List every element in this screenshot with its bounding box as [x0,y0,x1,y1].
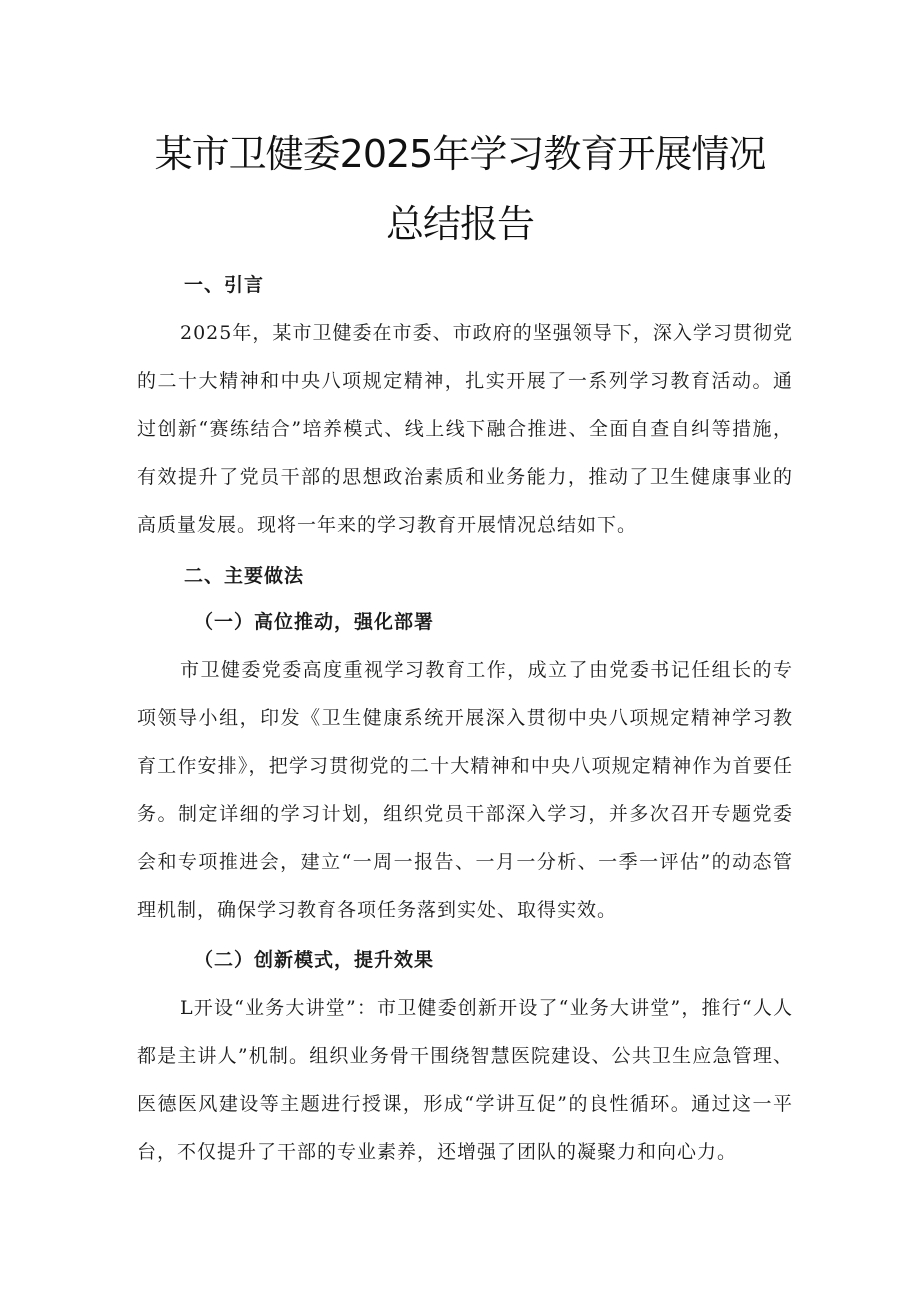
subsection-1-paragraph: 市卫健委党委高度重视学习教育工作，成立了由党委书记任组长的专项领导小组，印发《卫生健康系统开展深入贯彻中央八项规定精神学习教育工作安排》，把学习贯彻党的二十大精神和中央八项规定精神作为首要任务。制定详细的学习计划，组织党员干部深入学习，并多次召开专题党委会和专项推进会，建立“一周一报告、一月一分析、一季一评估”的动态管理机制，确保学习教育各项任务落到实处、取得实效。 [137,659,793,921]
document-title-line-2: 总结报告 [385,202,534,246]
intro-paragraph: 2025年，某市卫健委在市委、市政府的坚强领导下，深入学习贯彻党的二十大精神和中央八项规定精神，扎实开展了一系列学习教育活动。通过创新“赛练结合”培养模式、线上线下融合推进、全面自查自纠等措施，有效提升了党员干部的思想政治素质和业务能力，推动了卫生健康事业的高质量发展。现将一年来的学习教育开展情况总结如下。 [137,322,793,536]
subsection-heading-1: （一）高位推动，强化部署 [194,611,435,633]
document-title-line-1: 某市卫健委2025年学习教育开展情况 [154,132,766,176]
section-heading-practices: 二、主要做法 [184,565,305,587]
subsection-2-paragraph: L开设“业务大讲堂”：市卫健委创新开设了“业务大讲堂”，推行“人人都是主讲人”机制。组织业务骨干围绕智慧医院建设、公共卫生应急管理、医德医风建设等主题进行授课，形成“学讲互促”的良性循环。通过这一平台，不仅提升了干部的专业素养，还增强了团队的凝聚力和向心力。 [137,997,793,1163]
section-heading-intro: 一、引言 [184,274,265,296]
subsection-heading-2: （二）创新模式，提升效果 [194,949,435,971]
